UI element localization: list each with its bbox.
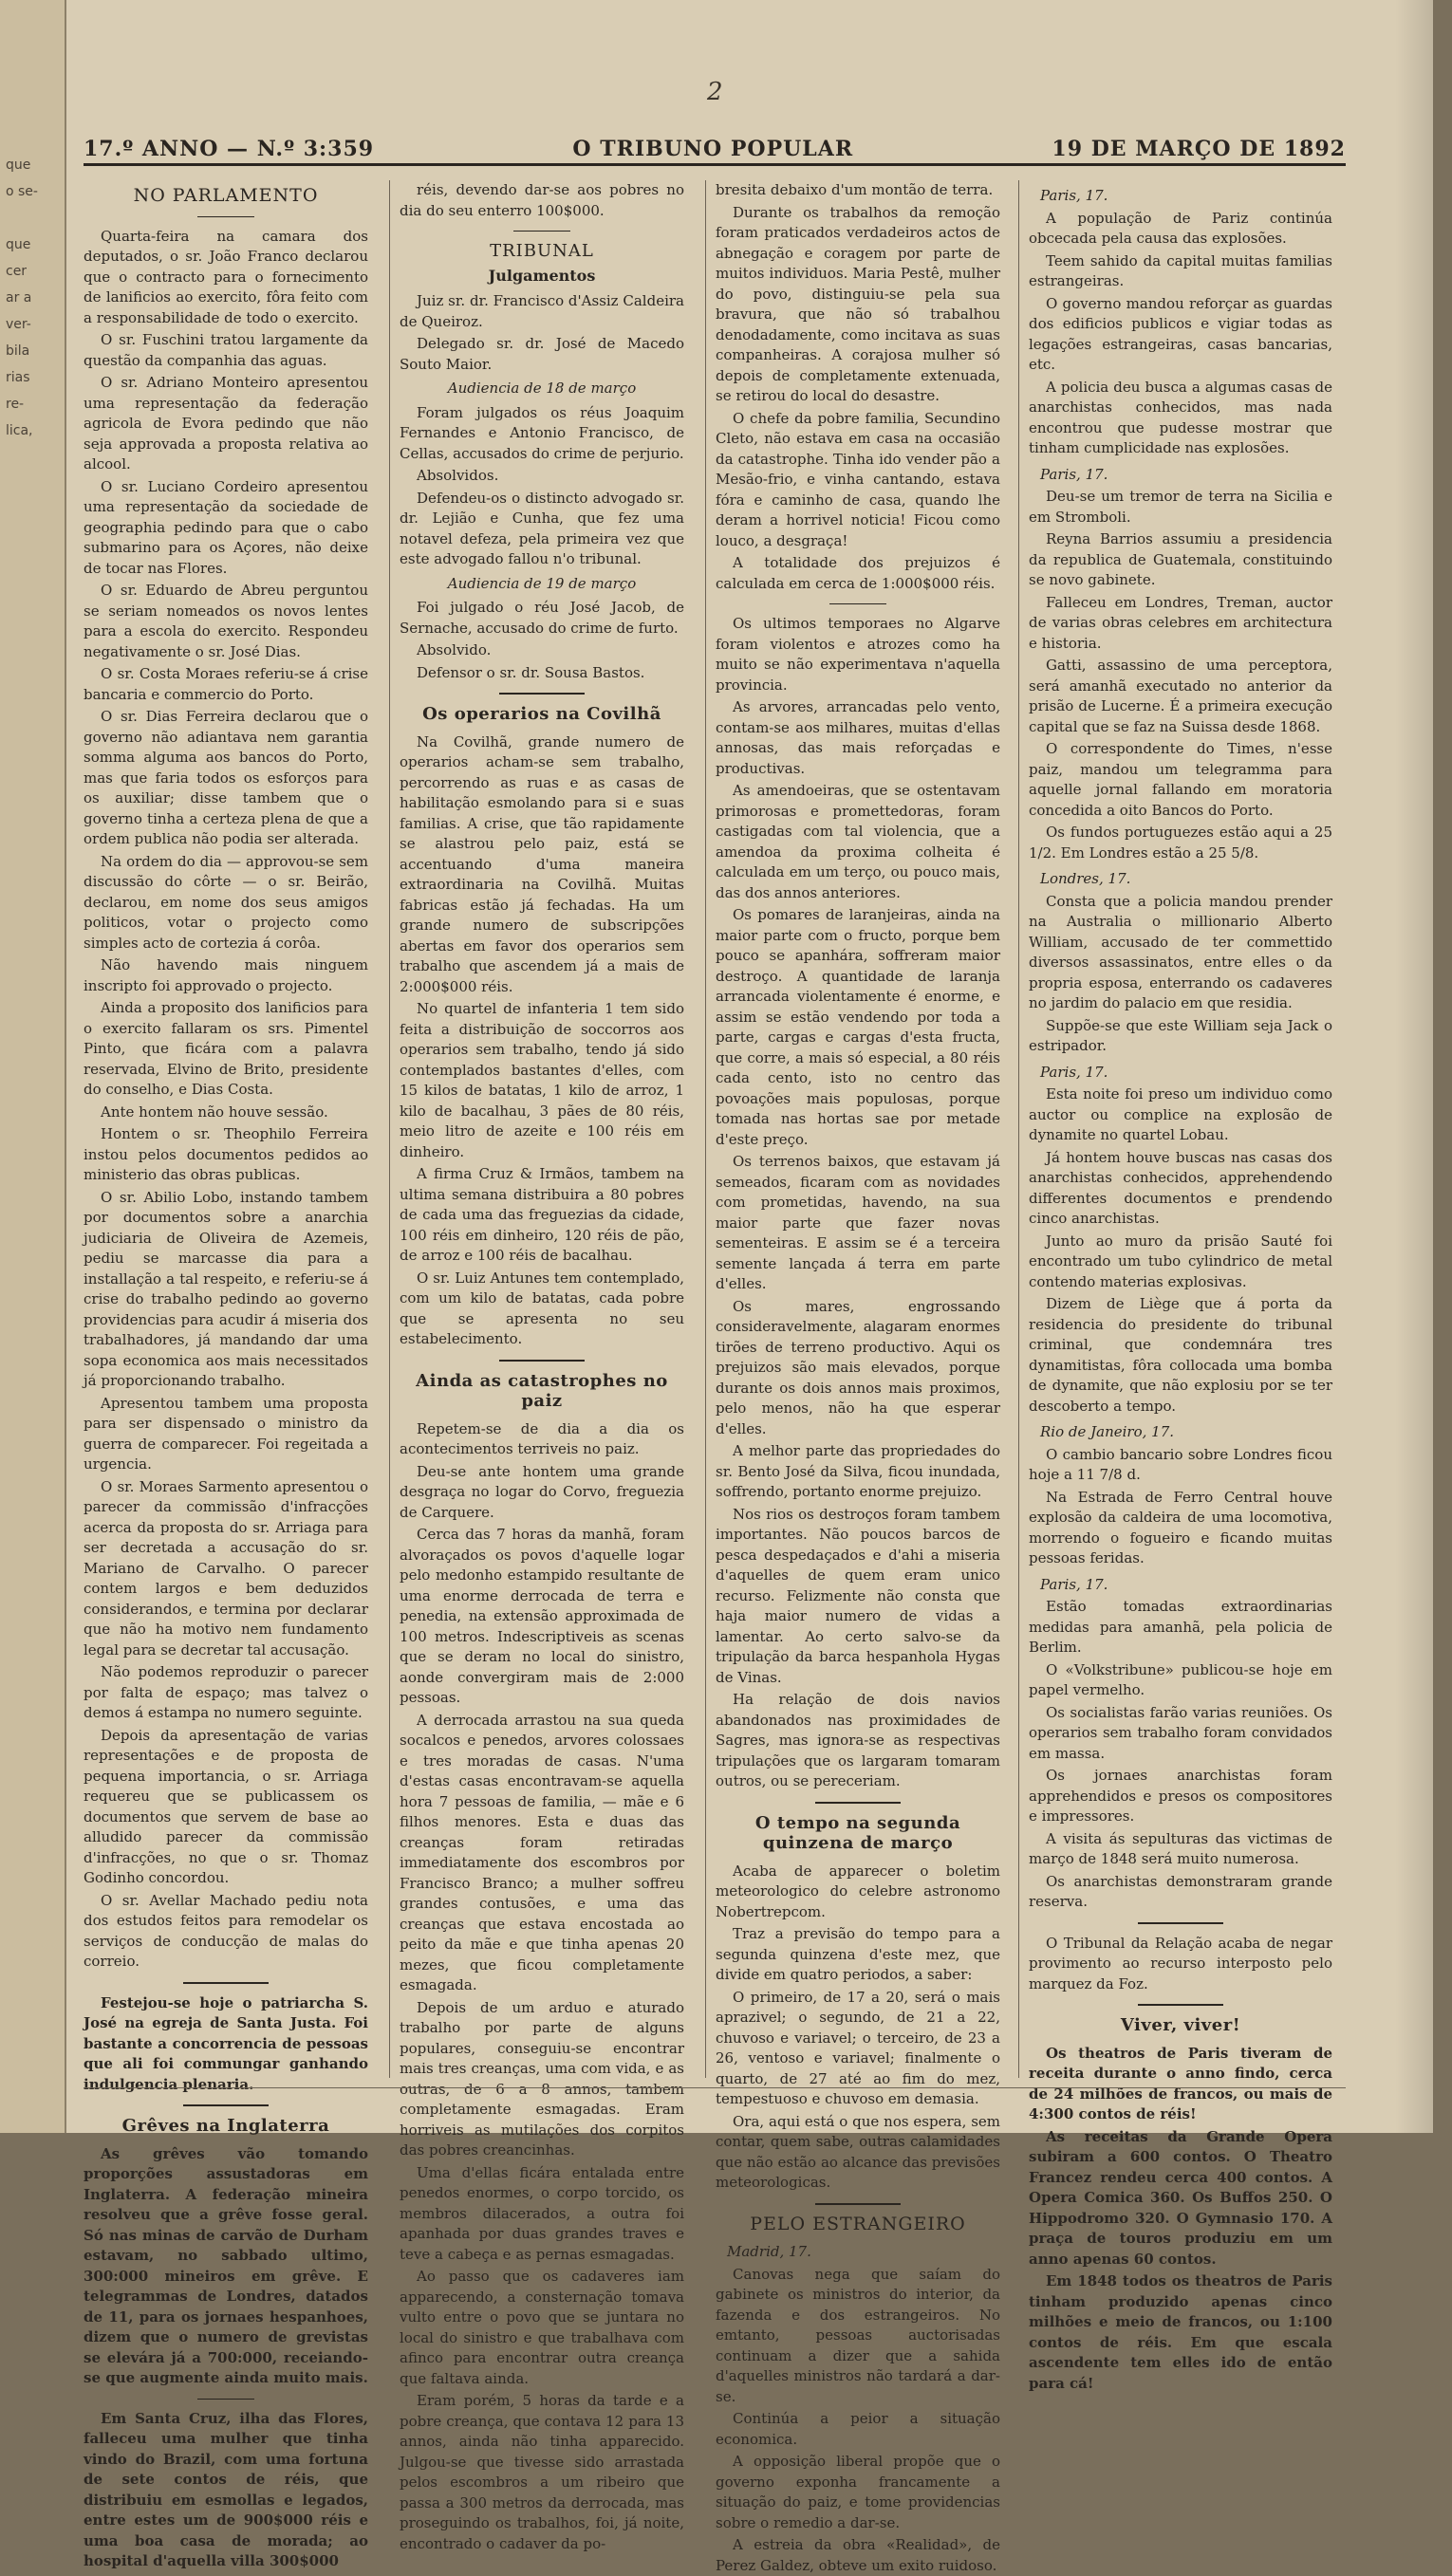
- paragraph: A totalidade dos prejuizos é calculada em cerca de 1:000$000 réis.: [716, 554, 1000, 592]
- dateline-londres: Londres, 17.: [1040, 870, 1131, 887]
- paragraph: Ha relação de dois navios abandonados nas proximidades de Sagres, mas ignora-se as respectivas tripulações que os largaram tomaram outros, ou se pereceriam.: [716, 1691, 1000, 1789]
- paragraph: Teem sahido da capital muitas familias estrangeiras.: [1029, 251, 1332, 289]
- paragraph: Traz a previsão do tempo para a segunda quinzena d'este mez, que divide em quatro periodos, a saber:: [716, 1925, 1000, 1983]
- paragraph: No quartel de infanteria 1 tem sido feita a distribuição de soccorros aos operarios sem trabalho, tendo já sido contemplados bastantes d'elles, com 15 kilos de batatas, 1 kilo de arroz, 1 kilo de bacalhau, 3 pães de 80 réis, meio litro de azeite e 100 réis em dinheiro.: [400, 1000, 684, 1160]
- paragraph: Os theatros de Paris tiveram de receita durante o anno findo, cerca de 24 milhões de francos, ou mais de 4:300 contos de réis!: [1029, 2044, 1332, 2122]
- divider: [1138, 2004, 1223, 2006]
- audiencia-18-heading: Audiencia de 18 de março: [447, 380, 637, 397]
- paragraph: Em Santa Cruz, ilha das Flores, falleceu uma mulher que tinha vindo do Brazil, com uma fortuna de sete contos de réis, que distribuiu em esmollas e legados, entre estes um de 900$000 réis e uma boa casa de morada; ao hospital d'aquella villa 300$000: [84, 2409, 368, 2569]
- paragraph: O chefe da pobre familia, Secundino Cleto, não estava em casa na occasião da catastrophe. Tinha ido vender pão a Mesão-frio, e vinha cantando, estava fóra e caminho de casa, quando lhe deram a horrivel noticia! Ficou como louco, a desgraça!: [716, 409, 1000, 549]
- dateline-paris: Paris, 17.: [1040, 1063, 1108, 1081]
- paragraph: Apresentou tambem uma proposta para ser dispensado o ministro da guerra de comparecer. Foi regeitada a urgencia.: [84, 1394, 368, 1473]
- paragraph: Depois de um arduo e aturado trabalho por parte de alguns populares, conseguiu-se encontrar mais tres creanças, uma com vida, e as outras, de 6 a 8 annos, tambem completamente esmagadas. Eram horriveis as mutilações dos corpitos das pobres creancinhas.: [400, 1998, 684, 2159]
- previous-page-edge: [0, 0, 66, 2133]
- paragraph: Uma d'ellas ficára entalada entre penedos enormes, o corpo torcido, os membros dilacerados, a outra foi apanhada por duas grandes traves e teve a cabeça e as pernas esmagadas.: [400, 2163, 684, 2263]
- paragraph: Os socialistas farão varias reuniões. Os operarios sem trabalho foram convidados em massa.: [1029, 1703, 1332, 1762]
- bottom-rule: [84, 2087, 1346, 2088]
- paragraph: Nos rios os destroços foram tambem importantes. Não poucos barcos de pesca despedaçados e d'ahi a miseria d'aquelles de quem eram unico recurso. Felizmente não consta que haja maior numero de vidas a lamentar. Ao certo salvo-se da tripulação da barca hespanhola Hygas de Vinas.: [716, 1505, 1000, 1686]
- paragraph: O sr. Luiz Antunes tem contemplado, com um kilo de batatas, cada pobre que se apresenta no seu estabelecimento.: [400, 1269, 684, 1347]
- paragraph: O cambio bancario sobre Londres ficou hoje a 11 7/8 d.: [1029, 1445, 1332, 1483]
- divider: [829, 603, 886, 604]
- dateline-rio: Rio de Janeiro, 17.: [1040, 1423, 1175, 1440]
- paragraph: Continúa a peior a situação economica.: [716, 2410, 1000, 2448]
- paragraph: Cerca das 7 horas da manhã, foram alvoraçados os povos d'aquelle logar pelo medonho estampido resultante de uma enorme derrocada de terra e penedia, na extensão approximada de 100 metros. Indescriptiveis as scenas que se deram no local do sinistro, aonde convergiram mais de 2:000 pessoas.: [400, 1526, 684, 1706]
- paragraph: As receitas da Grande Opera subiram a 600 contos. O Theatro Francez rendeu cerca 400 contos. A Opera Comica 360. Os Buffos 250. O Hippodromo 320. O Gymnasio 170. A praça de touros produziu em um anno apenas 60 contos.: [1029, 2127, 1332, 2268]
- divider: [183, 1982, 269, 1984]
- dateline-paris: Paris, 17.: [1040, 187, 1108, 204]
- paragraph: Ainda a proposito dos lanificios para o exercito fallaram os srs. Pimentel Pinto, que ficára com a palavra reservada, Elvino de Brito, presidente do conselho, e Dias Costa.: [84, 999, 368, 1098]
- paragraph: Canovas nega que saíam do gabinete os ministros do interior, da fazenda e dos estrangeiros. No emtanto, pessoas auctorisadas continuam a dizer que a sahida d'aquelles ministros não tardará a dar-se.: [716, 2265, 1000, 2405]
- divider: [1138, 1922, 1223, 1924]
- paragraph: Depois da apresentação de varias representações e de proposta de pequena importancia, o sr. Arriaga requereu que se publicassem os documentos que servem de base ao alludido parecer da commissão d'infracções, no que o sr. Thomaz Godinho concordou.: [84, 1726, 368, 1886]
- paragraph: Os mares, engrossando consideravelmente, alagaram enormes tirões de terreno productivo. Aqui os prejuizos são mais elevados, porque durante os dois annos mais proximos, pelo menos, não ha que esperar d'elles.: [716, 1297, 1000, 1437]
- paragraph: Estão tomadas extraordinarias medidas para amanhã, pela policia de Berlim.: [1029, 1598, 1332, 1656]
- paragraph: Os terrenos baixos, que estavam já semeados, ficaram com as novidades com prometidas, havendo, na sua maior parte que fazer novas sementeiras. E assim se é a terceira semente lançada á terra em parte d'elles.: [716, 1153, 1000, 1292]
- paragraph: O primeiro, de 17 a 20, será o mais aprazivel; o segundo, de 21 a 22, chuvoso e variavel; o terceiro, de 23 a 26, ventoso e variavel; finalmente o quarto, de 27 até ao fim do mez, tempestuoso e chuvoso em demasia.: [716, 1988, 1000, 2107]
- paragraph: Junto ao muro da prisão Sauté foi encontrado um tubo cylindrico de metal contendo materias explosivas.: [1029, 1232, 1332, 1290]
- dateline-paris: Paris, 17.: [1040, 465, 1108, 483]
- paragraph: bresita debaixo d'um montão de terra.: [716, 181, 994, 198]
- paragraph: Acaba de apparecer o boletim meteorologico do celebre astronomo Nobertrepcom.: [716, 1862, 1000, 1920]
- paragraph: O «Volkstribune» publicou-se hoje em papel vermelho.: [1029, 1660, 1332, 1698]
- dateline-madrid: Madrid, 17.: [727, 2243, 811, 2260]
- paragraph: Na Covilhã, grande numero de operarios acham-se sem trabalho, percorrendo as ruas e as casas de habilitação esmolando para si e suas familias. A crise, que tão rapidamente se alastrou pelo paiz, está se accentuando d'uma maneira extraordinaria na Covilhã. Muitas fabricas estão já fechadas. Ha um grande numero de subscripções abertas em favor dos operarios sem trabalho que ascendem já a mais de 2:000$000 réis.: [400, 732, 684, 995]
- divider: [513, 231, 570, 232]
- paragraph: As amendoeiras, que se ostentavam primorosas e promettedoras, foram castigadas com tal violencia, que a amendoa da proxima colheita é calculada em um terço, ou pouco mais, das dos annos anteriores.: [716, 782, 1000, 901]
- paragraph: As grêves vão tomando proporções assustadoras em Inglaterra. A federação mineira resolveu que a grêve fosse geral. Só nas minas de carvão de Durham estavam, no sabbado ultimo, 300:000 mineiros em grêve. E telegrammas de Londres, datados de 11, para os jornaes hespanhoes, dizem que o numero de grevistas se elevára já a 700:000, receiando-se que augmente ainda muito mais.: [84, 2144, 368, 2386]
- paragraph: O correspondente do Times, n'esse paiz, mandou um telegramma para aquelle jornal fallando em moratoria concedida a oito Bancos do Porto.: [1029, 740, 1332, 819]
- paragraph: Ante hontem não houve sessão.: [101, 1103, 328, 1121]
- paragraph: Dizem de Liège que á porta da residencia do presidente do tribunal criminal, que condemnára tres dynamitistas, fôra collocada uma bomba de dynamite, que não explosiu por se ter descoberto a tempo.: [1029, 1295, 1332, 1415]
- paragraph: Absolvidos.: [417, 467, 499, 484]
- column-2: [389, 180, 684, 2552]
- article-greves: [84, 2144, 368, 2389]
- paragraph: Delegado sr. dr. José de Macedo Souto Maior.: [400, 335, 684, 373]
- newspaper-title: O TRIBUNO POPULAR: [572, 137, 854, 161]
- paragraph: O sr. Moraes Sarmento apresentou o parecer da commissão d'infracções acerca da proposta do sr. Arriaga para ser decretada a accusação do sr. Mariano de Carvalho. O parecer contem largos e bem deduzidos considerandos, e termina por declarar que não ha motivo nem fundamento legal para se decretar tal accusação.: [84, 1477, 368, 1659]
- paragraph: Os anarchistas demonstraram grande reserva.: [1029, 1872, 1332, 1910]
- audiencia-19-heading: Audiencia de 19 de março: [447, 574, 637, 592]
- paragraph: Não havendo mais ninguem inscripto foi approvado o projecto.: [84, 956, 368, 994]
- paragraph: Defendeu-os o distincto advogado sr. dr. Lejião e Cunha, que fez uma notavel defeza, pela primeira vez que este advogado fallou n'o tribunal.: [400, 489, 684, 567]
- article-title-covilha: Os operarios na Covilhã: [422, 704, 661, 724]
- paragraph: Não podemos reproduzir o parecer por falta de espaço; mas talvez o demos á estampa no numero seguinte.: [84, 1663, 368, 1721]
- paragraph: A opposição liberal propõe que o governo exponha francamente a situação do paiz, e tome providencias sobre o remedio a dar-se.: [716, 2453, 1000, 2531]
- paragraph: O sr. Dias Ferreira declarou que o governo não adiantava nem garantia somma alguma aos bancos do Porto, mas que faria todos os esforços para os auxiliar; disse tambem que o governo tinha a certeza plena de que a ordem publica não podia ser alterada.: [84, 708, 368, 847]
- divider: [499, 1360, 585, 1362]
- divider: [815, 2203, 901, 2205]
- article-title-catastrophes: Ainda as catastrophes no paiz: [416, 1370, 668, 1411]
- paragraph: Juiz sr. dr. Francisco d'Assiz Caldeira de Queiroz.: [400, 292, 684, 330]
- paragraph: A visita ás sepulturas das victimas de março de 1848 será muito numerosa.: [1029, 1829, 1332, 1867]
- paragraph: O governo mandou reforçar as guardas dos edificios publicos e vigiar todas as legações estrangeiras, casas bancarias, etc.: [1029, 294, 1332, 373]
- paragraph: Eram porém, 5 horas da tarde e a pobre creança, que contava 12 para 13 annos, ainda não tinha apparecido. Julgou-se que tivesse sido arrastada pelos escombros a um ribeiro que passa a 300 metros da derrocada, mas proseguindo os trabalhos, foi, já noite, encontrado o cadaver da po-: [400, 2392, 684, 2552]
- paragraph: O sr. Abilio Lobo, instando tambem por documentos sobre a anarchia judiciaria de Oliveira de Azemeis, pediu se marcasse dia para a installação a tal respeito, e referiu-se á crise do trabalho pedindo ao governo providencias para acudir á miseria dos trabalhadores, já mandando dar uma sopa economica aos mais necessitados já proporcionando trabalho.: [84, 1188, 368, 1389]
- paragraph: A derrocada arrastou na sua queda socalcos e penedos, arvores colossaes e tres moradas de casas. N'uma d'estas casas encontravam-se aquella hora 7 pessoas de familia, — mãe e 6 filhos menores. Esta e duas das creanças foram retiradas immediatamente dos escombros por Francisco Branco; a mulher soffreu grandes contusões, e uma das creanças que estava encostada ao peito da mãe e que tinha apenas 20 mezes, que ficou completamente esmagada.: [400, 1711, 684, 1993]
- page-number: 2: [707, 78, 723, 106]
- section-title-tribunal: TRIBUNAL: [490, 241, 594, 261]
- paragraph: Ora, aqui está o que nos espera, sem contar, quem sabe, outras calamidades que não estão ao alcance das previsões meteorologicas.: [716, 2112, 1000, 2191]
- paragraph: O sr. Fuschini tratou largamente da questão da companhia das aguas.: [84, 331, 368, 369]
- paragraph: Reyna Barrios assumiu a presidencia da republica de Guatemala, constituindo se novo gabinete.: [1029, 530, 1332, 588]
- paragraph: A melhor parte das propriedades do sr. Bento José da Silva, ficou inundada, soffrendo, portanto enorme prejuizo.: [716, 1442, 1000, 1500]
- paragraph: Hontem o sr. Theophilo Ferreira instou pelos documentos pedidos ao ministerio das obras publicas.: [84, 1125, 368, 1183]
- masthead: [84, 135, 1346, 166]
- dateline-paris: Paris, 17.: [1040, 1575, 1108, 1593]
- divider: [499, 693, 585, 695]
- paragraph: Consta que a policia mandou prender na Australia o millionario Alberto William, accusado de ter commettido diversos assassinatos, entre elles o da propria esposa, enterrando os cadaveres no jardim do palacio em que residia.: [1029, 892, 1332, 1011]
- paragraph: réis, devendo dar-se aos pobres no dia do seu enterro 100$000.: [400, 181, 684, 219]
- paragraph: Os fundos portuguezes estão aqui a 25 1/2. Em Londres estão a 25 5/8.: [1029, 824, 1332, 862]
- paragraph: Os jornaes anarchistas foram apprehendidos e presos os compositores e impressores.: [1029, 1767, 1332, 1825]
- paragraph: Defensor o sr. dr. Sousa Bastos.: [417, 663, 645, 681]
- paragraph: Os ultimos temporaes no Algarve foram violentos e atrozes como ha muito se não experimentava n'aquella provincia.: [716, 615, 1000, 694]
- paragraph: Suppõe-se que este William seja Jack o estripador.: [1029, 1016, 1332, 1054]
- paragraph: O sr. Avellar Machado pediu nota dos estudos feitos para remodelar os serviços de conducção de malas do correio.: [84, 1891, 368, 1970]
- paragraph: As arvores, arrancadas pelo vento, contam-se aos milhares, muitas d'ellas annosas, das mais reforçadas e productivas.: [716, 698, 1000, 777]
- paragraph: O sr. Adriano Monteiro apresentou uma representação da federação agricola de Evora pedindo que não seja approvada a proposta relativa ao alcool.: [84, 374, 368, 473]
- divider: [197, 2399, 254, 2400]
- paragraph: Durante os trabalhos da remoção foram praticados verdadeiros actos de abnegação e coragem por parte de muitos individuos. Maria Pestê, mulher do povo, distinguiu-se pela sua bravura, que não só trabalhou denodadamente, como incitava as suas companheiras. A corajosa mulher só depois de completamente extenuada, se retirou do local do desastre.: [716, 203, 1000, 404]
- paragraph: Deu-se ante hontem uma grande desgraça no logar do Corvo, freguezia de Carquere.: [400, 1462, 684, 1521]
- article-festa: [84, 1993, 368, 2096]
- paragraph: Gatti, assassino de uma perceptora, será amanhã executado no anterior da prisão de Lucerne. É a primeira execução capital que se faz na Suissa desde 1868.: [1029, 657, 1332, 735]
- edge-fragments: que o se- que cer ar a ver- bila rias re- lica,: [6, 158, 38, 438]
- paragraph: O sr. Costa Moraes referiu-se á crise bancaria e commercio do Porto.: [84, 665, 368, 703]
- paragraph: Falleceu em Londres, Treman, auctor de varias obras celebres em architectura e historia.: [1029, 593, 1332, 652]
- divider: [815, 1802, 901, 1804]
- paragraph: A estreia da obra «Realidad», de Perez Galdez, obteve um exito ruidoso.: [716, 2536, 1000, 2574]
- paragraph: A policia deu busca a algumas casas de anarchistas conhecidos, mas nada encontrou que pudesse mostrar que tinham cumplicidade nas explosões.: [1029, 378, 1332, 456]
- article-parlamento: [84, 227, 368, 1973]
- article-title-viver: Viver, viver!: [1120, 2015, 1241, 2035]
- paragraph: A população de Pariz continúa obcecada pela causa das explosões.: [1029, 209, 1332, 247]
- paragraph: Em 1848 todos os theatros de Paris tinham produzido apenas cinco milhões e meio de francos, ou 1:100 contos de réis. Em que escala ascendente tem elles ido de então para cá!: [1029, 2272, 1332, 2392]
- issue-date: 19 DE MARÇO DE 1892: [1052, 137, 1346, 161]
- paragraph: Foram julgados os réus Joaquim Fernandes e Antonio Francisco, de Cellas, accusados do crime de perjurio.: [400, 403, 684, 462]
- paragraph: Na ordem do dia — approvou-se sem discussão do côrte — o sr. Beirão, declarou, em nome dos seus amigos politicos, votar o projecto como simples acto de cortezia á corôa.: [84, 852, 368, 952]
- column-3: [705, 180, 1000, 2574]
- column-1: [84, 180, 368, 2569]
- article-title-parlamento: NO PARLAMENTO: [133, 185, 319, 206]
- columns: [84, 180, 1346, 2574]
- issue-number: 17.º ANNO — N.º 3:359: [84, 137, 375, 161]
- paragraph: Os pomares de laranjeiras, ainda na maior parte com o fructo, porque bem pouco se apanhára, soffreram maior destroço. A quantidade de laranja arrancada violentamente é enorme, e assim se estão vendendo por toda a parte, cargas e cargas d'esta fructa, que corre, a mais só especial, a 80 réis cada cento, isto no centro das povoações mais populosas, porque tomada nas hortas sae por metade d'este preço.: [716, 906, 1000, 1148]
- paragraph: Foi julgado o réu José Jacob, de Sernache, accusado do crime de furto.: [400, 599, 684, 637]
- paragraph: Repetem-se de dia a dia os acontecimentos terriveis no paiz.: [400, 1419, 684, 1457]
- paragraph: Festejou-se hoje o patriarcha S. José na egreja de Santa Justa. Foi bastante a concorrencia de pessoas que ali foi commungar ganhando indulgencia plenaria.: [84, 1993, 368, 2093]
- paragraph: O Tribunal da Relação acaba de negar provimento ao recurso interposto pelo marquez da Foz.: [1029, 1934, 1332, 1992]
- article-title-tempo: O tempo na segunda quinzena de março: [754, 1812, 961, 1853]
- article-santa-cruz: [84, 2409, 368, 2572]
- paragraph: Quarta-feira na camara dos deputados, o sr. João Franco declarou que o contracto para o fornecimento de lanificios ao exercito, fôra feito com a responsabilidade de todo o exercito.: [84, 227, 368, 326]
- divider: [183, 2104, 269, 2106]
- paragraph: O sr. Eduardo de Abreu perguntou se seriam nomeados os novos lentes para a escola do exercito. Respondeu negativamente o sr. José Dias.: [84, 582, 368, 660]
- paragraph: Na Estrada de Ferro Central houve explosão da caldeira de uma locomotiva, morrendo o fogueiro e ficando muitas pessoas feridas.: [1029, 1488, 1332, 1566]
- article-title-greves: Grêves na Inglaterra: [121, 2116, 330, 2136]
- paragraph: O sr. Luciano Cordeiro apresentou uma representação da sociedade de geographia pedindo para que o cabo submarino para os Açores, não deixe de tocar nas Flores.: [84, 477, 368, 577]
- article-viver: [1029, 2044, 1332, 2395]
- section-title-estrangeiro: PELO ESTRANGEIRO: [750, 2213, 966, 2234]
- divider: [197, 216, 254, 217]
- paragraph: Absolvido.: [417, 641, 492, 658]
- paragraph: A firma Cruz & Irmãos, tambem na ultima semana distribuira a 80 pobres de cada uma das freguezias da cidade, 100 réis em dinheiro, 120 réis de pão, de arroz e 100 réis de bacalhau.: [400, 1165, 684, 1264]
- paragraph: Esta noite foi preso um individuo como auctor ou complice na explosão de dynamite no quartel Lobau.: [1029, 1085, 1332, 1143]
- paragraph: Ao passo que os cadaveres iam apparecendo, a consternação tomava vulto entre o povo que se juntara no local do sinistro e que trabalhava com afinco para encontrar outra creança que faltava ainda.: [400, 2268, 684, 2387]
- paragraph: Deu-se um tremor de terra na Sicilia e em Stromboli.: [1029, 488, 1332, 526]
- paragraph: Já hontem houve buscas nas casas dos anarchistas conhecidos, apprehendendo differentes documentos e prendendo cinco anarchistas.: [1029, 1148, 1332, 1227]
- section-subtitle-julgamentos: Julgamentos: [488, 266, 596, 285]
- column-4: [1018, 180, 1332, 2392]
